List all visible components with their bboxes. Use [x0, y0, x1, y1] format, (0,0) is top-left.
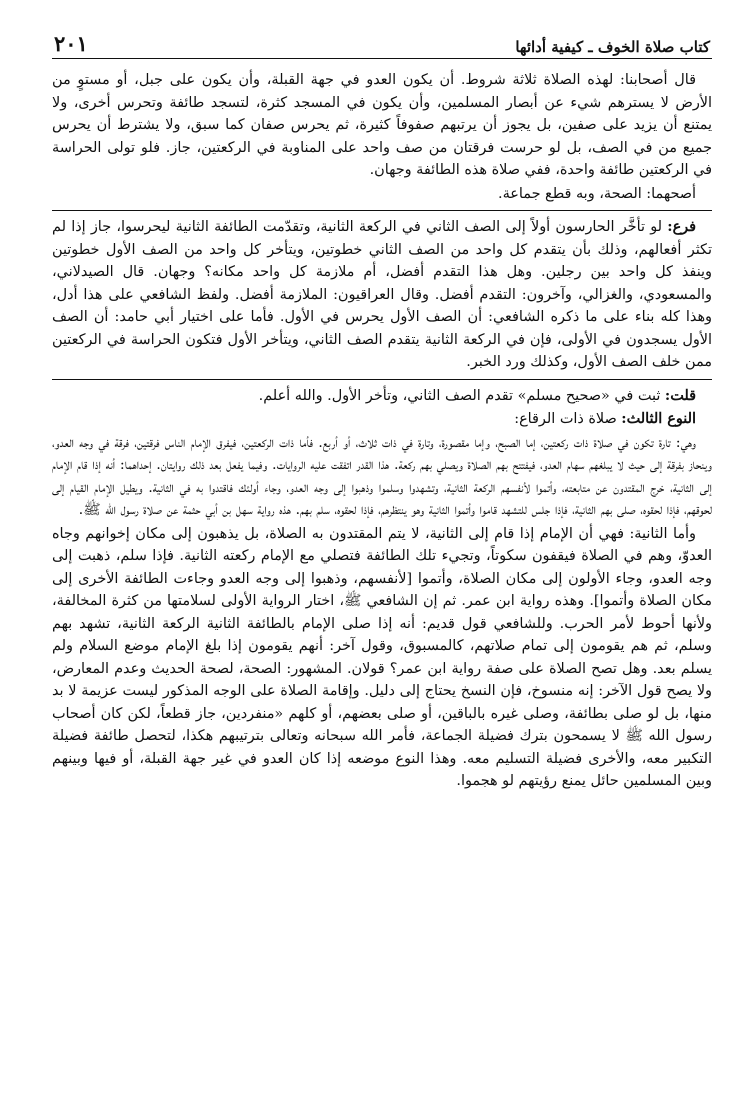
- paragraph-lead: قلت:: [664, 386, 696, 404]
- paragraph-second-narration: [52, 523, 712, 793]
- book-page: [52, 22, 712, 1082]
- section-divider: [52, 210, 712, 211]
- section-divider: [52, 379, 712, 380]
- page-number: ٢٠١: [54, 31, 88, 56]
- paragraph-text: صلاة ذات الرقاع:: [514, 411, 617, 427]
- paragraph-conditions: [52, 69, 712, 182]
- paragraph-text: أصحهما: الصحة، وبه قطع جماعة.: [498, 185, 696, 202]
- page-header: [52, 22, 712, 59]
- paragraph-two-rakah: [52, 432, 712, 522]
- paragraph-lead: النوع الثالث:: [621, 410, 696, 427]
- paragraph-text: وأما الثانية: فهي أن الإمام إذا قام إلى الثانية، لا يتم المقتدون به الصلاة، بل يذهبون إلى مكان إخوانهم وجاه العدوّ، وهم في الصلاة فيقفون سكوتاً، وتجيء تلك الطائفة فتصلي مع الإمام ركعته الثانية. فإذا سلم، ذهبت إلى وجه العدو، وجاء الأولون إلى مكان الصلاة، وأتموا [لأنفسهم، وذهبوا إلى وجه العدو وجاءت الطائفة الأخرى إلى مكان الصلاة وأتموا]. وهذه رواية ابن عمر. ثم إن الشافعي ﷺ، اختار الرواية الأولى لسلامتها من كثرة المخالفة، ولأنها أحوط لأمر الحرب. وللشافعي قول قديم: أنه إذا صلى الإمام بالطائفة الثانية الركعة الثانية، تشهد بهم وسلم، ثم هم يقومون إلى تمام صلاتهم، كالمسبوق، وقول آخر: أنهم يقومون إذا بلغ الإمام موضع السلام ولم يسلم بعد. وهل تصح الصلاة على صفة رواية ابن عمر؟ قولان. المشهور: الصحة، لصحة الحديث وعدم المعارض، ولا يصح قول الآخر: إنه منسوخ، فإن النسخ يحتاج إلى دليل. وإقامة الصلاة على الوجه المذكور ليست عزيمة لا بد منها، بل لو صلى بطائفة، وصلى غيره بالباقين، أو صلى بعضهم، أو كلهم «منفردين، جاز قطعاً، لكن كان أصحاب رسول الله ﷺ لا يسمحون بترك فضيلة الجماعة، فأمر الله سبحانه وتعالى بترتيبهم هكذا، لتحصل طائفة فضيلة التكبير معه، والأخرى فضيلة التسليم معه. وهذا النوع موضعه إذا كان العدو في غير جهة القبلة، أو فيها وبينهم وبين المسلمين حائل يمنع رؤيتهم لو هجموا.: [52, 525, 712, 789]
- paragraph-most-correct: [52, 183, 712, 206]
- paragraph-text: ثبت في «صحيح مسلم» تقدم الصف الثاني، وتأخر الأول. والله أعلم.: [258, 387, 661, 404]
- paragraph-third-type: [52, 408, 712, 431]
- paragraph-text: قال أصحابنا: لهذه الصلاة ثلاثة شروط. أن يكون العدو في جهة القبلة، وأن يكون على جبل، أو مستوٍ من الأرض لا يسترهم شيء عن أبصار المسلمين، وأن يكون في المسجد كثرة، لتسجد طائفة وتحرس أخرى، ولا يمتنع أن يزيد على صفين، بل يجوز أن يرتبهم صفوفاً كثيرة، ثم يحرس صفان كما سبق، ولا يشترط أن يحرس جميع من في الصف، بل لو حرست فرقتان من صف واحد على المناوبة في الركعتين، جاز. فلو تولى الحراسة في الركعتين طائفة واحدة، ففي صلاة هذه الطائفة وجهان.: [52, 72, 712, 178]
- chapter-title: كتاب صلاة الخوف ـ كيفية أدائها: [515, 38, 710, 56]
- paragraph-text: لو تأخَّر الحارسون أولاً إلى الصف الثاني في الركعة الثانية، وتقدّمت الطائفة الثانية ليحرسوا، جاز إذا لم تكثر أفعالهم، وذلك بأن يتقدم كل واحد من الصف الثاني خطوتين، ويتأخر كل واحد من الصف الأول خطوتين وينفذ كل واحد بين رجلين. وهل هذا التقدم أفضل، أم ملازمة كل واحد مكانه؟ وجهان. قال الصيدلاني، والمسعودي، والغزالي، وآخرون: التقدم أفضل. وقال العراقيون: الملازمة أفضل. ولفظ الشافعي على هذا أدل، وهذا كله بناء على ما ذكره الشافعي: أن الصف الأول يحرس في الأول. فأما على اختيار أبي حامد: أن الصف الأول يسجدون في الأولى، فإن في الركعة الثانية يتقدم الصف الثاني، ويتأخر الأول فتكون الحراسة في الركعتين ممن خلف الصف الأول، وكذلك ورد الخبر.: [52, 219, 712, 370]
- paragraph-i-said: [52, 385, 712, 408]
- paragraph-lead: فرع:: [667, 218, 696, 235]
- paragraph-branch: [52, 216, 712, 374]
- body-text: [52, 69, 712, 793]
- paragraph-text: وهي: تارة تكون في صلاة ذات ركعتين، إما الصبح، وإما مقصورة، وتارة في ذات ثلاث، أو أربع. فأما ذات الركعتين، فيفرق الإمام الناس فرقتين، فرقة في وجه العدو، وينحاز بفرقة إلى حيث لا يبلغهم سهام العدو، فيفتتح بهم الصلاة ويصلي بهم ركعة. هذا القدر اتفقت عليه الروايات. وفيما يفعل بعد ذلك روايتان. إحداهما: أنه إذا قام الإمام إلى الثانية، خرج المقتدون عن متابعته، وأتموا لأنفسهم الركعة الثانية، وتشهدوا وسلموا وذهبوا إلى وجه العدو، وجاء أولئك فاقتدوا به في الثانية. ويطيل الإمام القيام إلى لحوقهم، فإذا لحقوه، صلى بهم الثانية، فإذا جلس للتشهد قاموا وأتموا الثانية وهو ينتظرهم، فإذا لحقوه، سلم بهم. هذه رواية سهل بن أبي حثمة عن صلاة رسول الله ﷺ.: [52, 434, 712, 518]
